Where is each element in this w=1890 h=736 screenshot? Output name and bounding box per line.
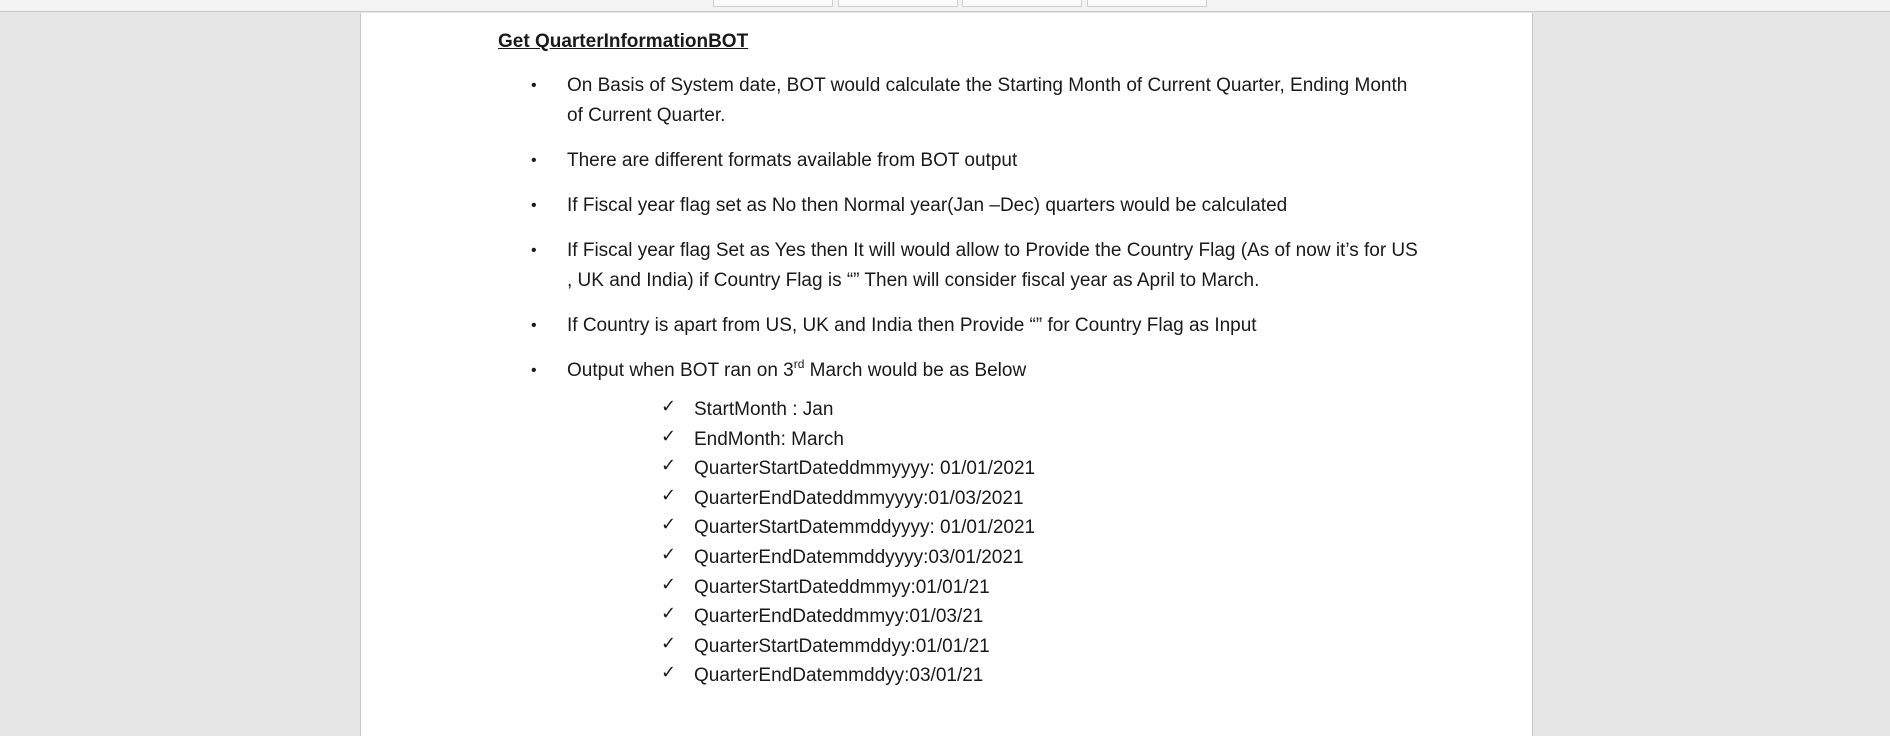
bullet-item — [498, 191, 1418, 221]
checkmark-icon: ✓ — [661, 514, 677, 535]
checkmark-icon: ✓ — [661, 632, 677, 653]
checkmark-icon: ✓ — [661, 455, 677, 476]
ribbon-gallery-item[interactable] — [962, 0, 1082, 7]
check-text: QuarterStartDateddmmyy:01/01/21 — [694, 576, 990, 598]
check-item — [498, 513, 1418, 543]
bullet-text: If Fiscal year flag set as No then Normal year(Jan –Dec) quarters would be calculated — [567, 195, 1288, 216]
checkmark-icon: ✓ — [661, 573, 677, 594]
bullet-text-before: Output when BOT ran on 3 — [567, 360, 794, 381]
check-text: QuarterEndDateddmmyy:01/03/21 — [694, 606, 984, 628]
document-body[interactable] — [498, 29, 1418, 691]
checkmark-icon: ✓ — [661, 396, 677, 416]
bullet-item — [498, 71, 1418, 131]
bullet-item-output — [498, 356, 1418, 386]
document-heading: Get QuarterInformationBOT — [498, 31, 749, 52]
check-item — [498, 425, 1418, 455]
check-text: QuarterStartDatemmddyyyy: 01/01/2021 — [694, 517, 1036, 539]
check-text: QuarterEndDatemmddyyyy:03/01/2021 — [694, 546, 1024, 568]
check-item — [498, 573, 1418, 603]
bullet-icon: • — [531, 242, 537, 259]
bullet-text: If Country is apart from US, UK and India then Provide “” for Country Flag as Input — [567, 315, 1257, 336]
bullet-icon: • — [531, 152, 537, 169]
document-page[interactable] — [360, 13, 1533, 736]
checkmark-list — [498, 395, 1418, 691]
ribbon-gallery-item[interactable] — [1087, 0, 1207, 7]
bullet-icon: • — [531, 77, 537, 94]
check-item — [498, 484, 1418, 514]
ribbon-edge — [0, 0, 1890, 12]
superscript-ordinal: rd — [793, 357, 805, 371]
check-item — [498, 632, 1418, 662]
bullet-text: There are different formats available from BOT output — [567, 150, 1018, 171]
check-item — [498, 661, 1418, 691]
check-item — [498, 602, 1418, 632]
checkmark-icon: ✓ — [661, 662, 677, 683]
bullet-item — [498, 311, 1418, 341]
bullet-item — [498, 146, 1418, 176]
check-text: EndMonth: March — [694, 428, 844, 450]
checkmark-icon: ✓ — [661, 603, 677, 624]
bullet-icon: • — [531, 362, 537, 379]
bullet-text: On Basis of System date, BOT would calculate the Starting Month of Current Quarter, Ending Month of Current Quarter. — [567, 75, 1408, 126]
check-item — [498, 454, 1418, 484]
check-text: QuarterStartDateddmmyyyy: 01/01/2021 — [694, 458, 1036, 480]
bullet-text: If Fiscal year flag Set as Yes then It will would allow to Provide the Country Flag (As of now it’s for US , UK and India) if Country Flag is “” Then will consider fiscal year as April to March. — [567, 240, 1418, 291]
ribbon-gallery-item[interactable] — [713, 0, 833, 7]
ribbon-gallery-item[interactable] — [838, 0, 958, 7]
bullet-item — [498, 236, 1418, 296]
check-text: QuarterEndDatemmddyy:03/01/21 — [694, 665, 984, 687]
bullet-list — [498, 71, 1418, 386]
checkmark-icon: ✓ — [661, 425, 677, 446]
check-text: QuarterEndDateddmmyyyy:01/03/2021 — [694, 487, 1024, 509]
bullet-icon: • — [531, 197, 537, 214]
checkmark-icon: ✓ — [661, 543, 677, 564]
check-item — [498, 543, 1418, 573]
checkmark-icon: ✓ — [661, 484, 677, 505]
bullet-icon: • — [531, 317, 537, 334]
check-item — [498, 395, 1418, 425]
check-text: QuarterStartDatemmddyy:01/01/21 — [694, 635, 990, 657]
check-text: StartMonth : Jan — [694, 399, 834, 420]
bullet-text-after: March would be as Below — [804, 360, 1027, 381]
